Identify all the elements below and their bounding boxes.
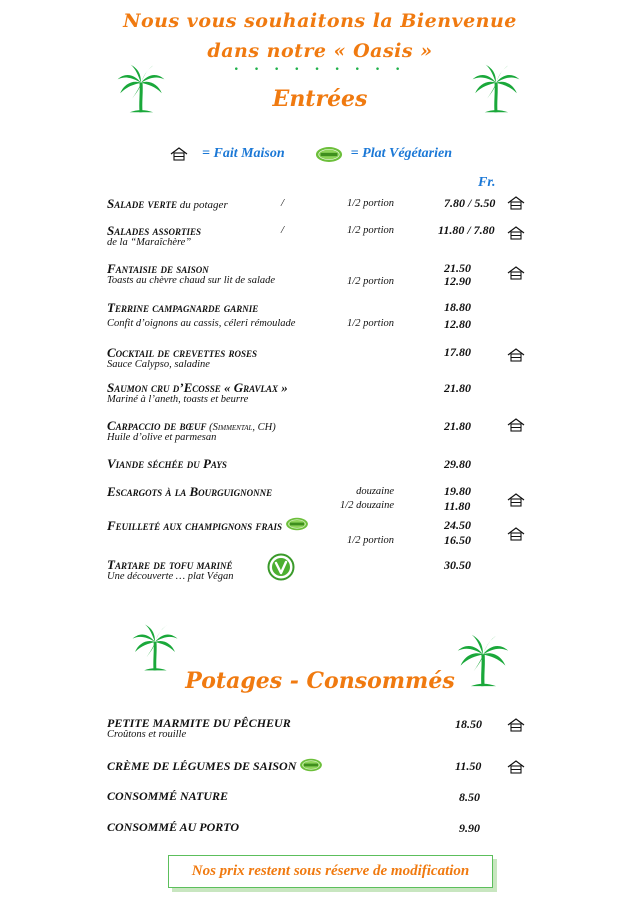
item-portion: 1/2 portion: [347, 198, 394, 209]
item-name-suffix: du potager: [177, 199, 228, 211]
item-name: CRÈME DE LÉGUMES DE SAISON: [107, 759, 297, 773]
vegetarian-badge-icon: [299, 758, 323, 772]
item-name: Salades assorties: [107, 223, 202, 238]
item-price: 7.80 / 5.50: [444, 196, 496, 210]
item-price-half: 16.50: [444, 533, 471, 547]
item-price: 21.50: [444, 261, 471, 275]
item-description: Croûtons et rouille: [107, 729, 187, 740]
item-name: Fantaisie de saison: [107, 261, 209, 276]
fait-maison-icon: [507, 527, 525, 541]
welcome-subtitle: [0, 40, 640, 62]
decorative-dots: • • • • • • • • •: [233, 65, 407, 75]
fait-maison-icon: [507, 718, 525, 732]
fait-maison-icon: [507, 493, 525, 507]
item-name: Tartare de tofu mariné: [107, 557, 233, 572]
item-price: 11.80 / 7.80: [438, 223, 495, 237]
item-portion: 1/2 portion: [347, 225, 394, 236]
item-name: CONSOMMÉ AU PORTO: [107, 820, 240, 834]
welcome-subtitle-prefix: dans notre: [207, 40, 334, 62]
item-price: 19.80: [444, 484, 471, 498]
legend-fait-maison: = Fait Maison: [202, 146, 285, 161]
item-name: Escargots à la Bourguignonne: [107, 484, 273, 499]
vegan-leaf-icon: [267, 553, 295, 581]
item-slash: /: [281, 197, 285, 209]
item-name: Viande séchée du Pays: [107, 456, 227, 471]
item-price: 30.50: [444, 558, 471, 572]
fait-maison-icon: [170, 147, 188, 161]
fait-maison-icon: [507, 226, 525, 240]
vegetarian-badge-icon: [315, 146, 343, 163]
currency-label: Fr.: [478, 175, 496, 190]
item-description: Mariné à l’aneth, toasts et beurre: [107, 394, 249, 405]
item-price: 29.80: [444, 457, 471, 471]
item-name: Feuilleté aux champignons frais: [107, 518, 282, 533]
item-price-half: 12.80: [444, 317, 471, 331]
quote-open: «: [333, 40, 354, 62]
welcome-title: Nous vous souhaitons la Bienvenue: [123, 10, 517, 32]
section-title-entrees: Entrées: [272, 86, 368, 112]
item-price: 24.50: [444, 518, 471, 532]
item-portion-half: 1/2 douzaine: [340, 500, 394, 511]
item-price: 18.50: [455, 717, 482, 731]
item-portion: 1/2 portion: [347, 535, 394, 546]
item-price: 9.90: [459, 821, 480, 835]
item-name: Saumon cru d’Ecosse « Gravlax »: [107, 380, 288, 395]
item-portion: douzaine: [356, 486, 394, 497]
restaurant-name: Oasis: [353, 40, 414, 62]
fait-maison-icon: [507, 196, 525, 210]
item-name: CONSOMMÉ NATURE: [107, 789, 229, 803]
item-name: Carpaccio de bœuf: [107, 418, 207, 433]
item-price: 17.80: [444, 345, 471, 359]
item-name-suffix: (Simmental, CH): [206, 422, 276, 433]
item-price: 18.80: [444, 300, 471, 314]
vegetarian-badge-icon: [285, 517, 309, 531]
item-description: Sauce Calypso, saladine: [107, 359, 210, 370]
item-price-half: 12.90: [444, 274, 471, 288]
item-portion: 1/2 portion: [347, 318, 394, 329]
item-price-half: 11.80: [444, 499, 471, 513]
item-name: PETITE MARMITE DU PÊCHEUR: [107, 716, 291, 730]
item-name: Terrine campagnarde garnie: [107, 300, 259, 315]
price-disclaimer: Nos prix restent sous réserve de modification: [168, 855, 493, 888]
item-price: 21.80: [444, 381, 471, 395]
fait-maison-icon: [507, 266, 525, 280]
item-name: Salade verte: [107, 196, 177, 211]
fait-maison-icon: [507, 760, 525, 774]
item-price: 21.80: [444, 419, 471, 433]
item-name: Cocktail de crevettes roses: [107, 345, 257, 360]
quote-close: »: [413, 40, 433, 62]
palm-tree-icon: [130, 622, 180, 672]
fait-maison-icon: [507, 418, 525, 432]
item-description: de la “Maraîchère”: [107, 237, 192, 248]
item-description: Toasts au chèvre chaud sur lit de salade: [107, 275, 276, 286]
legend: [170, 143, 452, 165]
item-slash: /: [281, 224, 285, 236]
item-price: 11.50: [455, 759, 482, 773]
section-title-potages: Potages - Consommés: [185, 668, 455, 694]
fait-maison-icon: [507, 348, 525, 362]
item-description: Une découverte … plat Végan: [107, 571, 234, 582]
item-description: Huile d’olive et parmesan: [107, 432, 217, 443]
item-portion: 1/2 portion: [347, 276, 394, 287]
item-price: 8.50: [459, 790, 480, 804]
legend-plat-vegetarien: = Plat Végétarien: [350, 146, 452, 161]
item-description: Confit d’oignons au cassis, céleri rémoulade: [107, 318, 296, 329]
